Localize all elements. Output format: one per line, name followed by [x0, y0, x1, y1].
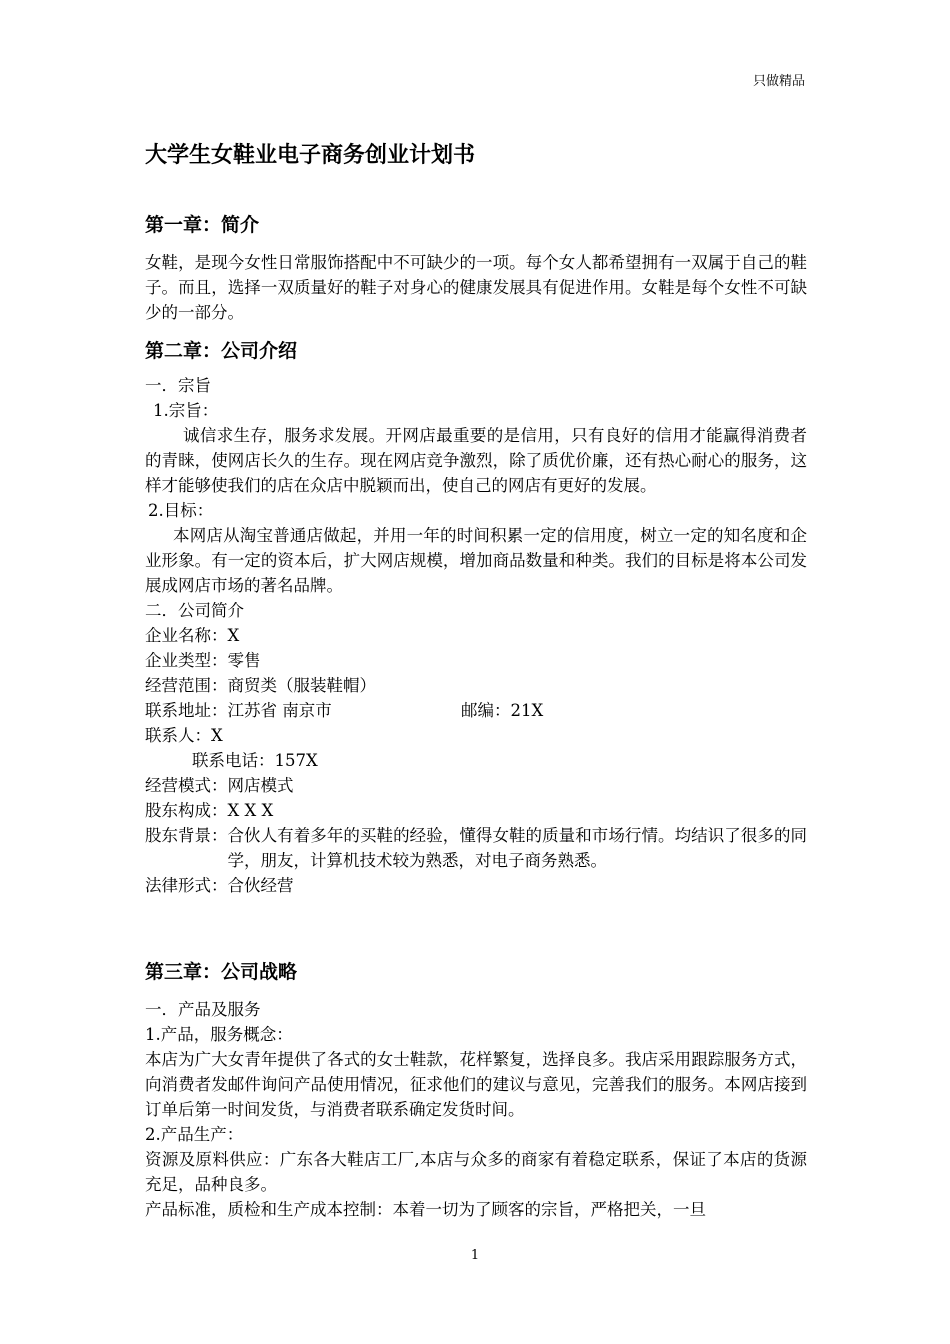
- contact-address: 联系地址：江苏省 南京市: [145, 701, 332, 720]
- contact-person: 联系人：X: [145, 726, 223, 745]
- chapter-1-paragraph: 女鞋，是现今女性日常服饰搭配中不可缺少的一项。每个女人都希望拥有一双属于自己的鞋子。而且，选择一双质量好的鞋子对身心的健康发展具有促进作用。女鞋是每个女性不可缺少的一部分。: [145, 253, 807, 322]
- supply-paragraph: 资源及原料供应：广东各大鞋店工厂,本店与众多的商家有着稳定联系，保证了本店的货源充足，品种良多。: [145, 1150, 807, 1194]
- product-concept-paragraph: 本店为广大女青年提供了各式的女士鞋款，花样繁复，选择良多。我店采用跟踪服务方式，向消费者发邮件询问产品使用情况，征求他们的建议与意见，完善我们的服务。本网店接到订单后第一时间发货，与消费者联系确定发货时间。: [145, 1050, 807, 1119]
- document-title: 大学生女鞋业电子商务创业计划书: [145, 142, 476, 168]
- contact-phone: 联系电话：157X: [192, 751, 318, 770]
- postcode: 邮编：21X: [461, 701, 544, 720]
- company-name: 企业名称：X: [145, 626, 240, 645]
- page-header: 只做精品: [752, 74, 805, 89]
- subsection-product-concept: 1.产品，服务概念：: [145, 1025, 293, 1044]
- page-number: 1: [470, 1248, 480, 1263]
- legal-form: 法律形式：合伙经营: [145, 876, 294, 895]
- business-mode: 经营模式：网店模式: [145, 776, 294, 795]
- business-scope: 经营范围：商贸类（服装鞋帽）: [145, 676, 376, 695]
- subsection-goal: 2.目标：: [148, 501, 214, 520]
- subsection-production: 2.产品生产：: [145, 1125, 244, 1144]
- quality-paragraph: 产品标准，质检和生产成本控制：本着一切为了顾客的宗旨，严格把关，一旦: [145, 1200, 706, 1219]
- subsection-purpose: 1.宗旨：: [153, 401, 219, 420]
- shareholder-background-label: 股东背景：: [145, 826, 228, 845]
- section-purpose: 一．宗旨: [145, 376, 211, 395]
- shareholder-background-value: 合伙人有着多年的买鞋的经验，懂得女鞋的质量和市场行情。均结识了很多的同学，朋友，计算机技术较为熟悉，对电子商务熟悉。: [227, 826, 807, 870]
- chapter-1: [145, 213, 807, 325]
- goal-paragraph: 本网店从淘宝普通店做起，并用一年的时间积累一定的信用度，树立一定的知名度和企业形象。有一定的资本后，扩大网店规模，增加商品数量和种类。我们的目标是将本公司发展成网店市场的著名品牌。: [145, 526, 807, 595]
- chapter-2-heading: 第二章：公司介绍: [145, 340, 298, 362]
- shareholder-background: [145, 823, 807, 873]
- chapter-2: [145, 339, 807, 898]
- shareholders: 股东构成：X X X: [145, 801, 274, 820]
- address-row: [145, 698, 807, 723]
- chapter-1-heading: 第一章：简介: [145, 214, 260, 236]
- purpose-paragraph: 诚信求生存，服务求发展。开网店最重要的是信用，只有良好的信用才能赢得消费者的青睐，使网店长久的生存。现在网店竞争激烈，除了质优价廉，还有热心耐心的服务，这样才能够使我们的店在众店中脱颖而出，使自己的网店有更好的发展。: [145, 426, 807, 495]
- chapter-3-heading: 第三章：公司战略: [145, 961, 298, 983]
- section-company-profile: 二．公司简介: [145, 601, 244, 620]
- chapter-3: [145, 960, 807, 1222]
- section-products-services: 一．产品及服务: [145, 1000, 261, 1019]
- company-type: 企业类型：零售: [145, 651, 261, 670]
